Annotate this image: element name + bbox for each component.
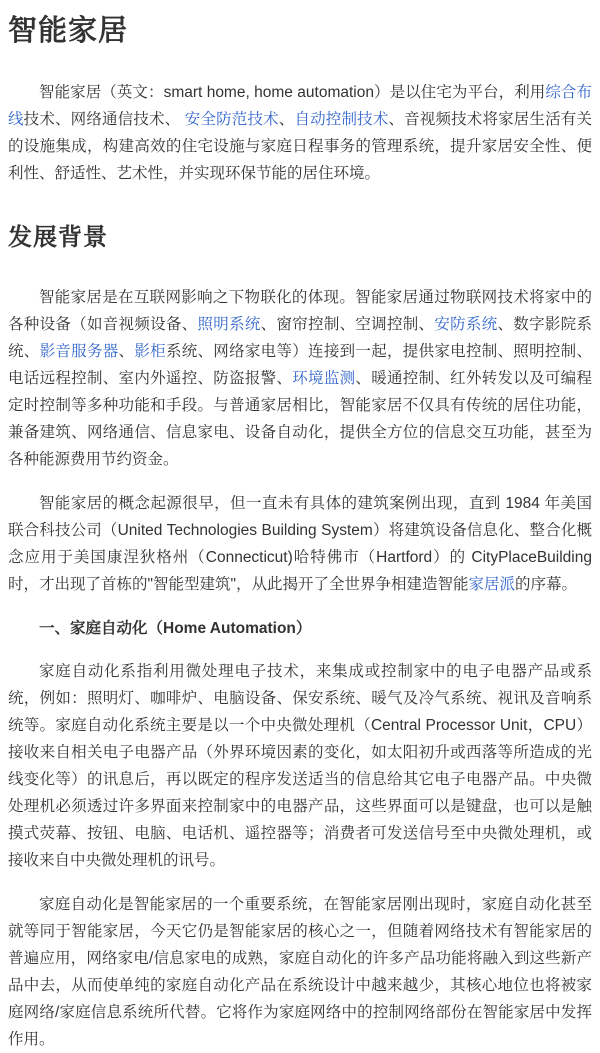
text-segment: 智能家居（英文：smart home, home automation）是以住宅为平台，利用 [39, 84, 546, 101]
text-segment: 的序幕。 [515, 576, 578, 593]
intro-paragraph [8, 79, 592, 187]
text-segment: 家庭自动化系指利用微处理电子技术，来集成或控制家中的电子电器产品或系统，例如：照明灯、咖啡炉、电脑设备、保安系统、暖气及冷气系统、视讯及音响系统等。家庭自动化系统主要是以一个中央微处理机（Central Processor Unit，CPU）接收来自相关电子电器产品（外界环境因素的变化，如太阳初升或西落等所造成的光线变化等）的讯息后，再以既定的程序发送适当的信息给其它电子电器产品。中央微处理机必须透过许多界面来控制家中的电器产品，这些界面可以是键盘，也可以是触摸式荧幕、按钮、电脑、电话机、遥控器等；消费者可发送信号至中央微处理机，或接收来自中央微处理机的讯号。 [8, 663, 592, 869]
inline-link[interactable]: 影柜 [134, 343, 166, 360]
text-segment: 、音视频技术将家居生活有关的设施集成，构建高效的住宅设施与家庭日程事务的管理系统，提升家居安全性、便利性、舒适性、艺术性，并实现环保节能的居住环境。 [8, 111, 592, 182]
text-segment: 智能家居是在互联网影响之下物联化的体现。智能家居通过物联网技术将家中的各种设备（如音视频设备、 [8, 289, 592, 333]
inline-link[interactable]: 安全防范技术 [184, 111, 279, 128]
inline-link[interactable]: 照明系统 [197, 316, 261, 333]
inline-link[interactable]: 家居派 [468, 576, 516, 593]
text-segment: 家庭自动化是智能家居的一个重要系统，在智能家居刚出现时，家庭自动化甚至就等同于智能家居，今天它仍是智能家居的核心之一，但随着网络技术有智能家居的普遍应用，网络家电/信息家电的成熟，家庭自动化的许多产品功能将融入到这些新产品中去，从而使单纯的家庭自动化产品在系统设计中越来越少，其核心地位也将被家庭网络/家庭信息系统所代替。它将作为家庭网络中的控制网络部份在智能家居中发挥作用。 [8, 896, 592, 1048]
inline-link[interactable]: 影音服务器 [39, 343, 119, 360]
page-title: 智能家居 [8, 15, 129, 47]
inline-link[interactable]: 环境监测 [292, 370, 356, 387]
text-segment: 、 [118, 343, 135, 360]
subsection-heading-home-automation: 一、家庭自动化（Home Automation） [39, 620, 312, 637]
text-segment: 、 [278, 111, 295, 128]
article-body [8, 79, 592, 1053]
text-segment: 、暖通控制、红外转发以及可编程定时控制等多种功能和手段。与普通家居相比，智能家居不仅具有传统的居住功能，兼备建筑、网络通信、信息家电、设备自动化，提供全方位的信息交互功能，甚至为各种能源费用节约资金。 [8, 370, 592, 468]
text-segment: 智能家居的概念起源很早，但一直未有具体的建筑案例出现，直到 1984 年美国联合科技公司（United Technologies Building System）将建筑设备信息化、整合化概念应用于美国康涅狄格州（Connecticut)哈特佛市（Hartford）的 CityPlaceBuilding 时，才出现了首栋的"智能型建筑"，从此揭开了全世界争相建造智能 [8, 495, 592, 593]
section-heading-development-background: 发展背景 [8, 224, 108, 251]
inline-link[interactable]: 综合布线 [8, 84, 592, 128]
text-segment: 、数字影院系统、 [8, 316, 592, 360]
home-automation-paragraph-2 [8, 891, 592, 1053]
text-segment: 系统、网络家电等）连接到一起，提供家电控制、照明控制、电话远程控制、室内外遥控、防盗报警、 [8, 343, 592, 387]
inline-link[interactable]: 自动控制技术 [294, 111, 389, 128]
background-paragraph-2 [8, 490, 592, 598]
inline-link[interactable]: 安防系统 [434, 316, 498, 333]
text-segment: 技术、网络通信技术、 [23, 111, 185, 128]
home-automation-paragraph-1 [8, 658, 592, 874]
background-paragraph-1 [8, 284, 592, 473]
text-segment: 、窗帘控制、空调控制、 [260, 316, 435, 333]
